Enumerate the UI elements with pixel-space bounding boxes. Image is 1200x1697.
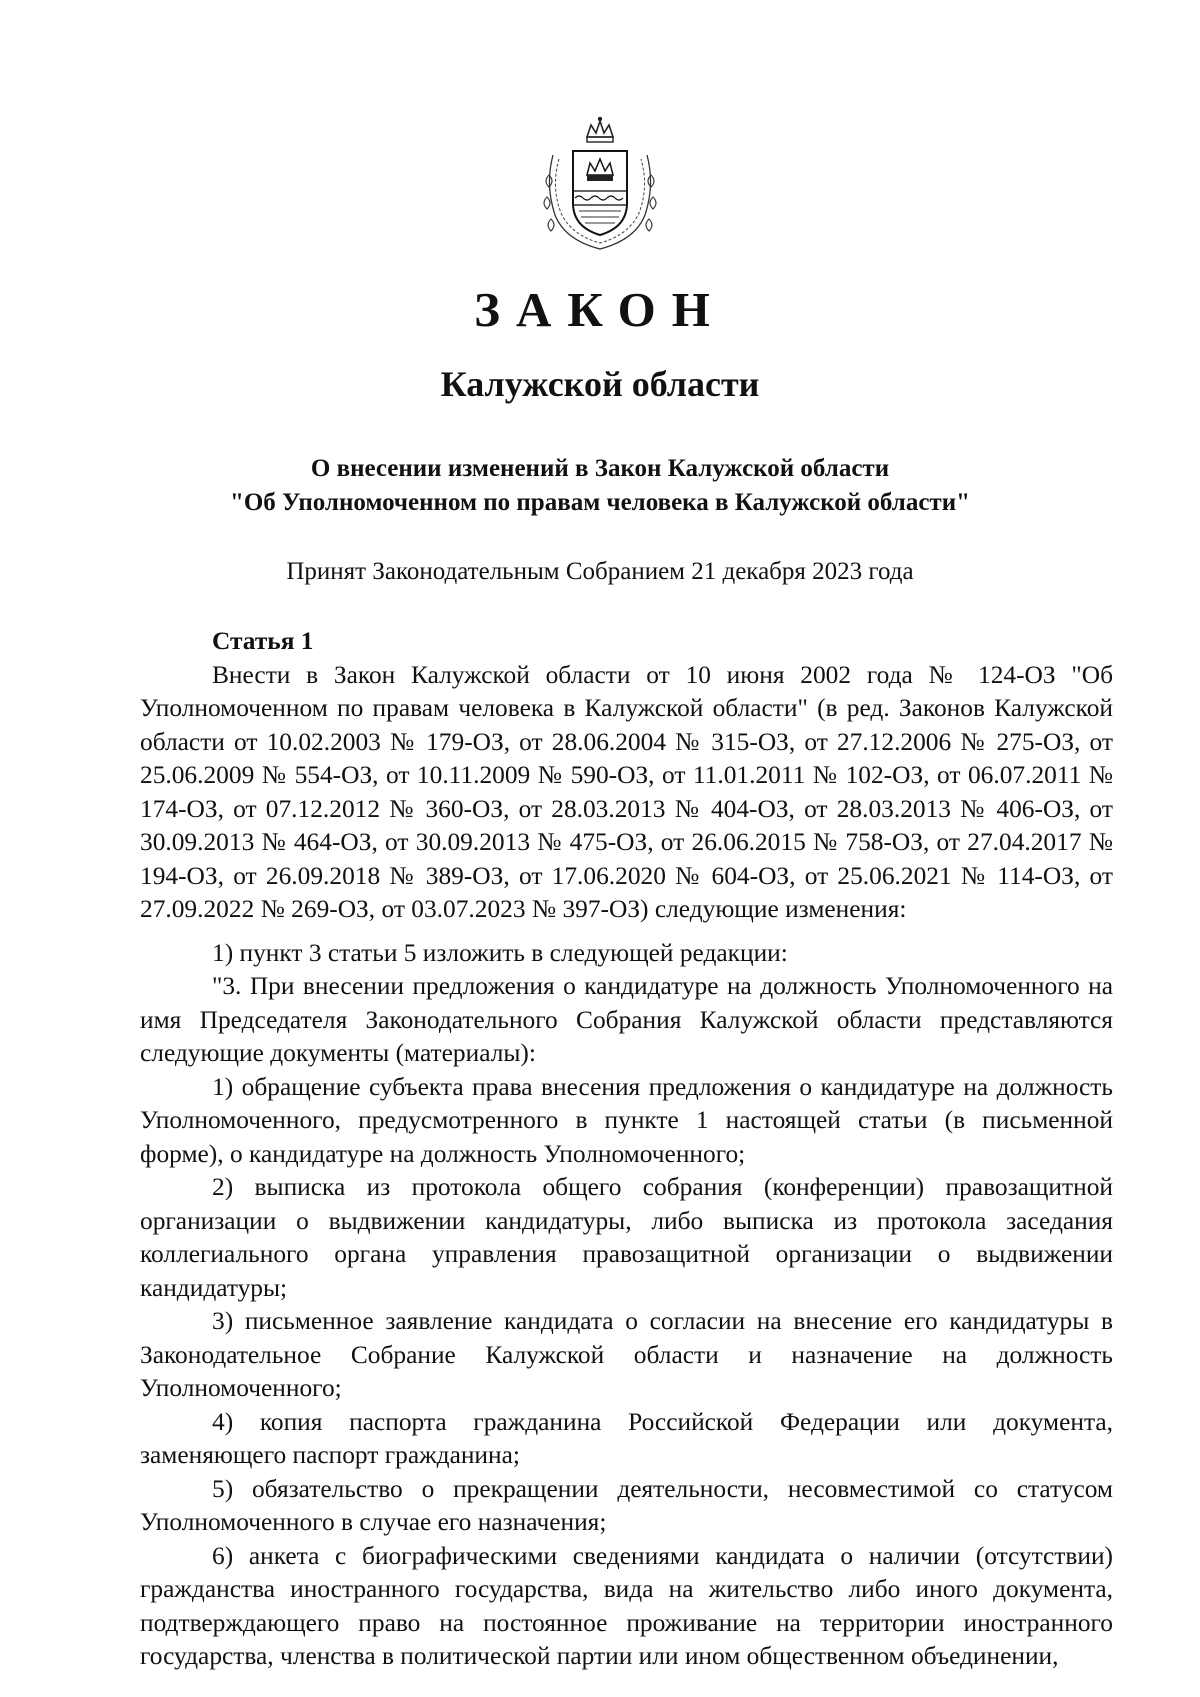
document-list-item: 1) обращение субъекта права внесения предложения о кандидатуре на должность Уполномоченного, предусмотренного в пункте 1 настоящей статьи (в письменной форме), о кандидатуре на должность Уполномоченного; (140, 1072, 1113, 1168)
document-list-item: 3) письменное заявление кандидата о согласии на внесение его кандидатуры в Законодательное Собрание Калужской области и назначение на должность Уполномоченного; (140, 1307, 1113, 1402)
kaluga-coat-of-arms-icon (535, 115, 665, 255)
article-intro-paragraph: Внести в Закон Калужской области от 10 июня 2002 года № 124-ОЗ "Об Уполномоченном по правам человека в Калужской области" (в ред. Законов Калужской области от 10.02.2003 № 179-ОЗ, от 28.06.2004 № 315-ОЗ, от 27.12.2006 № 275-ОЗ, от 25.06.2009 № 554-ОЗ, от 10.11.2009 № 590-ОЗ, от 11.01.2011 № 102-ОЗ, от 06.07.2011 № 174-ОЗ, от 07.12.2012 № 360-ОЗ, от 28.03.2013 № 404-ОЗ, от 28.03.2013 № 406-ОЗ, от 30.09.2013 № 464-ОЗ, от 30.09.2013 № 475-ОЗ, от 26.06.2015 № 758-ОЗ, от 27.04.2017 № 194-ОЗ, от 26.09.2018 № 389-ОЗ, от 17.06.2020 № 604-ОЗ, от 25.06.2021 № 114-ОЗ, от 27.09.2022 № 269-ОЗ, от 03.07.2023 № 397-ОЗ) следующие изменения: (140, 660, 1113, 923)
quoted-clause-intro: "3. При внесении предложения о кандидатуре на должность Уполномоченного на имя Председателя Законодательного Собрания Калужской области представляются следующие документы (материалы): (140, 972, 1113, 1067)
document-list-item: 6) анкета с биографическими сведениями кандидата о наличии (отсутствии) гражданства иностранного государства, вида на жительство либо иного документа, подтверждающего право на постоянное проживание на территории иностранного государства, членства в политической партии или ином общественном объединении, (140, 1541, 1113, 1670)
amendment-point-1: 1) пункт 3 статьи 5 изложить в следующей редакции: (212, 938, 788, 967)
document-subtitle: Калужской области (440, 364, 760, 404)
article-body (140, 625, 1113, 1674)
document-list-item: 5) обязательство о прекращении деятельности, несовместимой со статусом Уполномоченного в случае его назначения; (140, 1474, 1113, 1536)
document-title: ЗАКОН (474, 282, 726, 337)
document-list-item: 4) копия паспорта гражданина Российской Федерации или документа, заменяющего паспорт гражданина; (140, 1407, 1113, 1469)
law-name-line-2: "Об Уполномоченном по правам человека в Калужской области" (229, 489, 970, 516)
document-list-item: 2) выписка из протокола общего собрания (конференции) правозащитной организации о выдвижении кандидатуры, либо выписка из протокола заседания коллегиального органа управления правозащитной организации о выдвижении кандидатуры; (140, 1173, 1113, 1302)
law-name-line-1: О внесении изменений в Закон Калужской области (310, 455, 890, 482)
article-heading: Статья 1 (212, 627, 314, 655)
law-name (0, 452, 1200, 520)
adoption-line: Принят Законодательным Собранием 21 декабря 2023 года (286, 558, 914, 585)
